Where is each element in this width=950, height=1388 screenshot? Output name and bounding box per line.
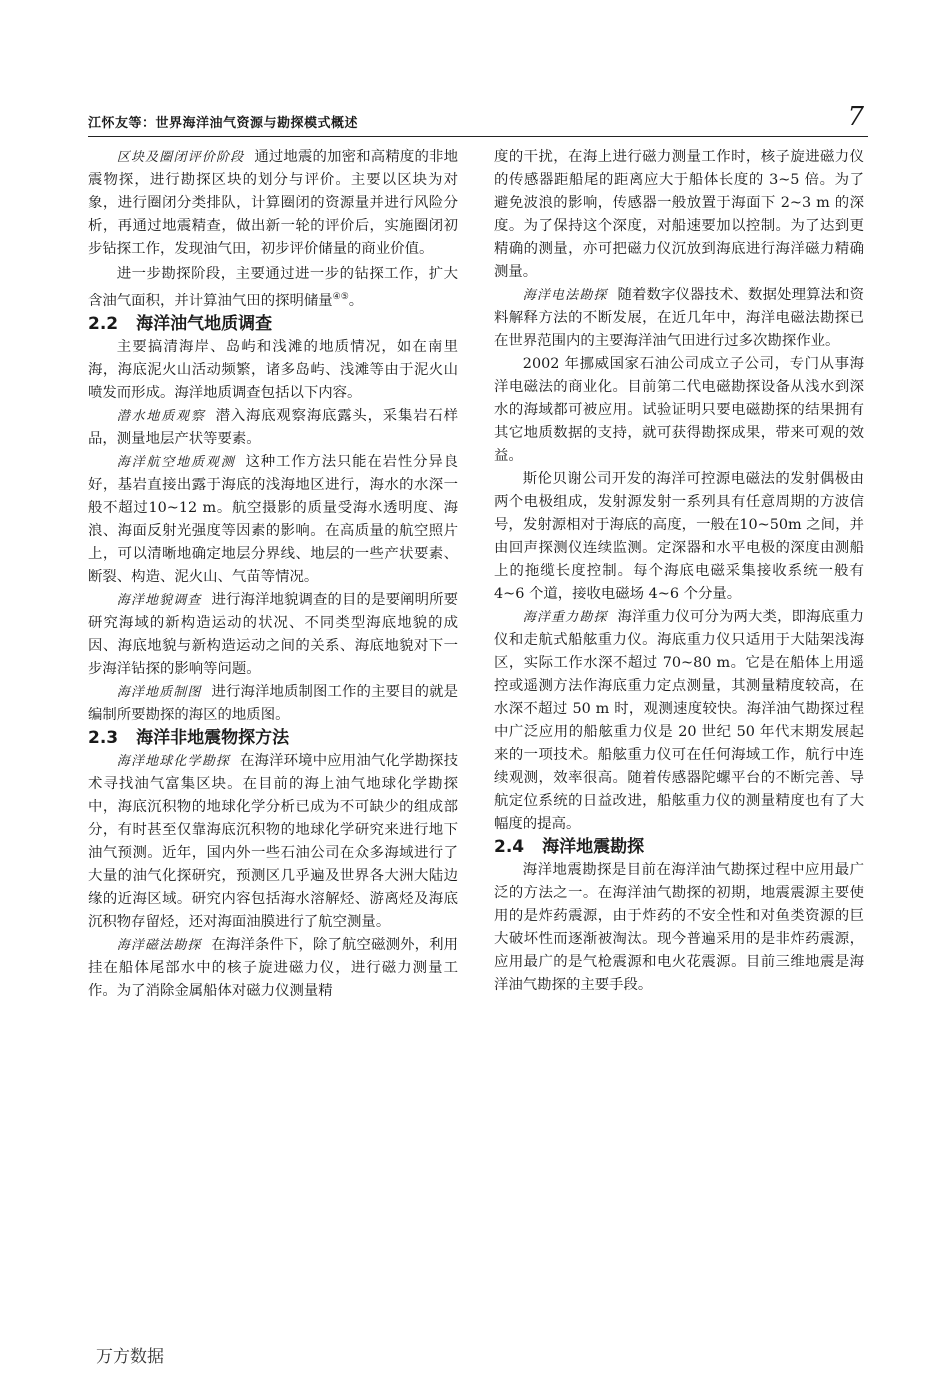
paragraph (494, 859, 864, 997)
paragraph-text: 2002 年挪威国家石油公司成立子公司，专门从事海洋电磁法的商业化。目前第二代电磁勘探设备从浅水到深水的海域都可被应用。试验证明只要电磁勘探的结果拥有其它地质数据的支持，就可获得勘探成果，带来可观的效益。 (494, 356, 864, 464)
paragraph (494, 146, 864, 284)
paragraph-text: 在海洋环境中应用油气化学勘探技术寻找油气富集区块。在目前的海上油气地球化学勘探中，海底沉积物的地球化学分析已成为不可缺少的组成部分，有时甚至仅靠海底沉积物的地球化学研究来进行地下油气预测。近年，国内外一些石油公司在众多海域进行了大量的油气化探研究，预测区几乎遍及世界各大洲大陆边缘的近海区域。研究内容包括海水溶解烃、游离烃及海底沉积物存留烃，还对海面油膜进行了航空测量。 (88, 752, 458, 930)
paragraph (88, 451, 458, 589)
section-heading (88, 727, 458, 750)
paragraph-lead: 海洋电法勘探 (522, 288, 608, 303)
footer-watermark: 万方数据 (96, 1347, 164, 1367)
paragraph-text: 在海洋条件下，除了航空磁测外，利用挂在船体尾部水中的核子旋进磁力仪，进行磁力测量工作。为了消除金属船体对磁力仪测量精 (88, 936, 458, 999)
paragraph (88, 146, 458, 261)
paragraph (88, 750, 458, 934)
paragraph-text: 随着数字仪器技术、数据处理算法和资料解释方法的不断发展，在近几年中，海洋电磁法勘探已在世界范围内的主要海洋油气田进行过多次勘探作业。 (494, 287, 864, 349)
running-header (88, 102, 868, 136)
left-column (88, 146, 458, 1003)
paragraph (88, 263, 458, 313)
paragraph-end: 。 (348, 292, 364, 309)
paragraph (494, 353, 864, 468)
citation-sup: ④⑤ (332, 292, 349, 302)
section-number: 2.3 (88, 727, 119, 748)
paragraph-lead: 潜水地质观察 (116, 408, 206, 424)
section-title: 海洋地震勘探 (542, 837, 645, 857)
paragraph (88, 336, 458, 405)
section-title: 海洋油气地质调查 (136, 313, 273, 334)
header-rule (88, 136, 868, 137)
right-column (494, 146, 864, 997)
paragraph (494, 284, 864, 353)
running-title: 江怀友等：世界海洋油气资源与勘探模式概述 (88, 116, 359, 131)
paragraph-text: 主要搞清海岸、岛屿和浅滩的地质情况，如在南里海，海底泥火山活动频繁，诸多岛屿、浅滩等由于泥火山喷发而形成。海洋地质调查包括以下内容。 (88, 338, 458, 401)
paragraph (494, 468, 864, 606)
paragraph-lead: 海洋地球化学勘探 (116, 753, 231, 769)
paragraph (88, 589, 458, 681)
paragraph-text: 斯伦贝谢公司开发的海洋可控源电磁法的发射偶极由两个电极组成，发射源发射一系列具有任意周期的方波信号，发射源相对于海底的高度，一般在10~50m 之间，并由回声探测仪连续监测。定深器和水平电极的深度由测船上的拖缆长度控制。每个海底电磁采集接收系统一般有 4~6 个道，接收电磁场 4~6 个分量。 (494, 471, 864, 602)
section-number: 2.4 (494, 837, 525, 857)
paragraph-text: 进一步勘探阶段，主要通过进一步的钻探工作，扩大含油气面积，并计算油气田的探明储量 (88, 266, 458, 309)
paragraph (88, 405, 458, 451)
paragraph-text: 通过地震的加密和高精度的非地震物探，进行勘探区块的划分与评价。主要以区块为对象，进行圈闭分类排队，计算圈闭的资源量并进行风险分析，再通过地震精查，做出新一轮的评价后，实施圈闭初步钻探工作，发现油气田，初步评价储量的商业价值。 (88, 149, 458, 257)
section-number: 2.2 (88, 313, 119, 334)
section-heading (494, 836, 864, 859)
page-number: 7 (847, 102, 864, 132)
paragraph-lead: 海洋航空地质观测 (116, 454, 236, 470)
paragraph-text: 进行海洋地质制图工作的主要目的就是编制所要勘探的海区的地质图。 (88, 683, 458, 723)
paragraph-text: 潜入海底观察海底露头，采集岩石样品，测量地层产状等要素。 (88, 407, 458, 447)
paragraph-text: 度的干扰，在海上进行磁力测量工作时，核子旋进磁力仪的传感器距船尾的距离应大于船体长度的 3~5 倍。为了避免波浪的影响，传感器一般放置于海面下 2~3 m 的深度。为了保持这个深度，对船速要加以控制。为了达到更精确的测量，亦可把磁力仪沉放到海底进行海洋磁力精确测量。 (494, 149, 864, 280)
paragraph (88, 681, 458, 727)
paragraph-lead: 海洋地质制图 (116, 684, 202, 700)
section-heading (88, 313, 458, 336)
section-title: 海洋非地震物探方法 (136, 727, 290, 748)
paragraph-text: 海洋重力仪可分为两大类，即海底重力仪和走航式船舷重力仪。海底重力仪只适用于大陆架浅海区，实际工作水深不超过 70~80 m。它是在船体上用遥控或遥测方法作海底重力定点测量，其测量精度较高，在水深不超过 50 m 时，观测速度较快。海洋油气勘探过程中广泛应用的船舷重力仪是 20 世纪 50 年代末期发展起来的一项技术。船舷重力仪可在任何海域工作，航行中连续观测，效率很高。随着传感器陀螺平台的不断完善、导航定位系统的日益改进，船舷重力仪的测量精度也有了大幅度的提高。 (494, 609, 864, 832)
paragraph-lead: 海洋磁法勘探 (116, 937, 202, 953)
paragraph-lead: 海洋地貌调查 (116, 592, 202, 608)
paragraph (88, 934, 458, 1003)
paragraph (494, 606, 864, 836)
paragraph-lead: 区块及圈闭评价阶段 (116, 150, 245, 165)
paragraph-text: 这种工作方法只能在岩性分异良好，基岩直接出露于海底的浅海地区进行，海水的水深一般不超过10~12 m。航空摄影的质量受海水透明度、海浪、海面反射光强度等因素的影响。在高质量的航空照片上，可以清晰地确定地层分界线、地层的一些产状要素、断裂、构造、泥火山、气苗等情况。 (88, 453, 458, 585)
paragraph-text: 海洋地震勘探是目前在海洋油气勘探过程中应用最广泛的方法之一。在海洋油气勘探的初期，地震震源主要使用的是炸药震源，由于炸药的不安全性和对鱼类资源的巨大破坏性而逐渐被淘汰。现今普遍采用的是非炸药震源，应用最广的是气枪震源和电火花震源。目前三维地震是海洋油气勘探的主要手段。 (494, 862, 864, 993)
paragraph-text: 进行海洋地貌调查的目的是要阐明所要研究海域的新构造运动的状况、不同类型海底地貌的成因、海底地貌与新构造运动之间的关系、海底地貌对下一步海洋钻探的影响等问题。 (88, 591, 458, 677)
paragraph-lead: 海洋重力勘探 (522, 610, 608, 625)
